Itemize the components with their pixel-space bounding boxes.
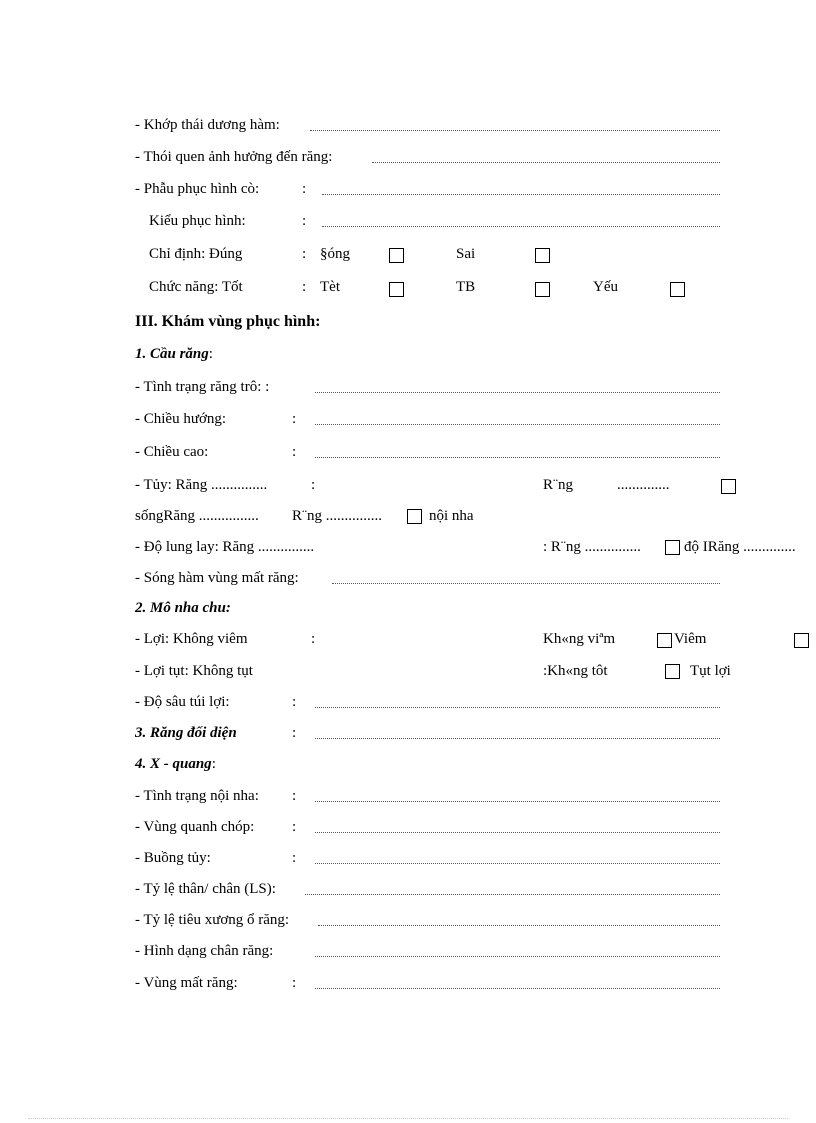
checkbox-yeu[interactable] — [670, 282, 685, 297]
label-kieu-phuc-hinh: Kiểu phục hình: — [149, 213, 246, 229]
fill-line[interactable] — [315, 849, 720, 864]
label-viem: Viêm — [674, 631, 707, 647]
colon: : — [292, 819, 297, 835]
label-do-sau-tui-loi: - Độ sâu túi lợi: — [135, 694, 230, 710]
option-sai-label: Sai — [456, 246, 476, 262]
label-song-ham: - Sóng hàm vùng mất răng: — [135, 570, 299, 586]
colon: : — [302, 279, 307, 295]
checkbox-tot[interactable] — [389, 282, 404, 297]
label-noi-nha: nội nha — [429, 508, 474, 524]
label-thoi-quen: - Thói quen ảnh hưởng đến răng: — [135, 149, 333, 165]
fill-line[interactable] — [315, 818, 720, 833]
label-khong-tut: :Kh«ng tôt — [543, 663, 608, 679]
fill-line[interactable] — [322, 212, 720, 227]
checkbox-tuy-rang[interactable] — [721, 479, 736, 494]
label-song-rang: sốngRăng ................ — [135, 508, 259, 524]
page-bottom-rule — [28, 1118, 788, 1119]
label-buong-tuy: - Buồng tủy: — [135, 850, 211, 866]
colon: : — [292, 694, 297, 710]
label-khong-viem: Kh«ng viªm — [543, 631, 616, 647]
colon: : — [292, 788, 297, 804]
colon: : — [302, 213, 307, 229]
label-ty-le-than-chan: - Tỷ lệ thân/ chân (LS): — [135, 881, 276, 897]
checkbox-khong-viem[interactable] — [657, 633, 672, 648]
label-do-lung-lay: - Độ lung lay: Răng ............... — [135, 539, 315, 555]
checkbox-viem[interactable] — [794, 633, 809, 648]
fill-line[interactable] — [315, 787, 720, 802]
label-chi-dinh: Chỉ định: Đúng — [149, 246, 243, 262]
subheading-cau-rang: 1. Cầu răng: — [135, 346, 213, 362]
colon: : — [292, 444, 297, 460]
fill-line[interactable] — [315, 693, 720, 708]
label-chuc-nang: Chức năng: Tốt — [149, 279, 243, 295]
fill-line[interactable] — [305, 880, 720, 895]
label-phuc-hinh-cu: - Phẫu phục hình cò: — [135, 181, 260, 197]
checkbox-sai[interactable] — [535, 248, 550, 263]
fill-line[interactable] — [315, 724, 720, 739]
colon: : — [292, 411, 297, 427]
option-tot-label: Tèt — [320, 279, 340, 295]
checkbox-dung[interactable] — [389, 248, 404, 263]
label-lung-lay-rang: : R¨ng ............... — [543, 539, 641, 555]
label-chieu-huong: - Chiều hướng: — [135, 411, 227, 427]
checkbox-tb[interactable] — [535, 282, 550, 297]
option-dung-label: §óng — [320, 246, 350, 262]
colon: : — [302, 181, 307, 197]
label-rang-mid: R¨ng ............... — [292, 508, 382, 524]
fill-line[interactable] — [318, 911, 720, 926]
option-yeu-label: Yếu — [593, 279, 618, 295]
label-noi-nha-xq: - Tình trạng nội nha: — [135, 788, 259, 804]
label-tuy: - Tủy: Răng ............... — [135, 477, 268, 493]
colon: : — [292, 725, 297, 741]
colon: : — [292, 850, 297, 866]
option-tb-label: TB — [456, 279, 476, 295]
subheading-rang-doi-dien: 3. Răng đối diện — [135, 725, 237, 741]
colon: : — [302, 246, 307, 262]
colon: : — [292, 975, 297, 991]
fill-line[interactable] — [310, 116, 720, 131]
label-khop-thai-duong-ham: - Khớp thái dương hàm: — [135, 117, 280, 133]
label-hinh-dang-chan-rang: - Hình dạng chân răng: — [135, 943, 274, 959]
fill-line[interactable] — [315, 443, 720, 458]
fill-line[interactable] — [322, 180, 720, 195]
fill-line[interactable] — [315, 974, 720, 989]
colon: : — [311, 477, 316, 493]
label-tut-loi: Tụt lợi — [690, 663, 731, 679]
section-title: III. Khám vùng phục hình: — [135, 313, 321, 330]
label-vung-mat-rang: - Vùng mất răng: — [135, 975, 238, 991]
colon: : — [311, 631, 316, 647]
label-chieu-cao: - Chiều cao: — [135, 444, 209, 460]
label-loi: - Lợi: Không viêm — [135, 631, 248, 647]
subheading-x-quang: 4. X - quang: — [135, 756, 216, 772]
subheading-mo-nha-chu: 2. Mô nha chu: — [135, 600, 231, 616]
label-do-i-rang: độ IRăng .............. — [684, 539, 796, 555]
checkbox-lung-lay[interactable] — [665, 540, 680, 555]
fill-line[interactable] — [332, 569, 720, 584]
label-loi-tut: - Lợi tụt: Không tụt — [135, 663, 253, 679]
dots-text: .............. — [617, 477, 670, 493]
checkbox-khong-tut[interactable] — [665, 664, 680, 679]
fill-line[interactable] — [315, 410, 720, 425]
label-tieu-xuong: - Tỷ lệ tiêu xương ổ răng: — [135, 912, 290, 928]
fill-line[interactable] — [315, 942, 720, 957]
checkbox-noi-nha[interactable] — [407, 509, 422, 524]
label-quanh-chop: - Vùng quanh chóp: — [135, 819, 255, 835]
fill-line[interactable] — [372, 148, 720, 163]
fill-line[interactable] — [315, 378, 720, 393]
label-tinh-trang-rang-tru: - Tình trạng răng trô: : — [135, 379, 270, 395]
label-rang: R¨ng — [543, 477, 573, 493]
